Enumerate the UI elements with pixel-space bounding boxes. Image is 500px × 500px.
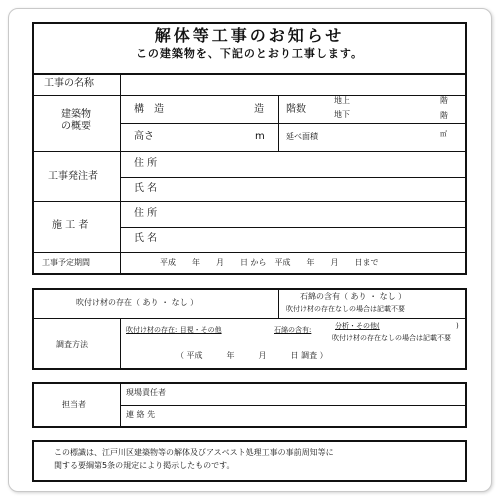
person-in-charge-label: 担当者 [62,400,86,409]
rule [120,73,121,275]
client-name-label: 氏 名 [134,183,158,194]
asbestos-content: 石綿の含有（ あり ・ なし ） [300,292,407,301]
area-unit: ㎡ [440,130,447,138]
floor-unit-below: 階 [440,111,448,120]
contractor-name-label: 氏 名 [134,233,158,244]
sprayed-presence: 吹付け材の存在（ あり ・ なし ） [76,298,199,307]
height-label: 高さ [134,131,154,142]
period-label: 工事予定期間 [42,258,90,267]
asbestos-method-value: 分析・その他( [335,322,380,330]
floors-label: 階数 [286,104,306,115]
rule [32,252,467,253]
survey-date: （ 平成 年 月 日 調査 ） [176,351,328,360]
rule [120,382,121,428]
method-note: 吹付け材の存在なしの場合は記載不要 [332,334,451,342]
footer-line-1: この標識は、江戸川区建築物等の解体及びアスベスト処理工事の事前周知等に [54,448,334,457]
rule [120,177,467,178]
sprayed-method: 吹付け材の存在: 目視・その他 [126,326,222,334]
rule [32,201,467,202]
notice-title: 解体等工事のお知らせ [154,26,345,45]
notice-subtitle: この建築物を、下記のとおり工事します。 [135,47,364,60]
asbestos-note: 吹付け材の存在なしの場合は記載不要 [286,305,405,313]
rule [278,288,279,318]
client-address-label: 住 所 [134,158,158,169]
rule [120,318,121,370]
rule [120,405,467,406]
structure-label: 構 造 [134,104,164,115]
asbestos-method-label: 石綿の含有: [274,326,312,334]
building-outline-label: 建築物 の概要 [61,109,91,132]
contractor-label: 施 工 者 [52,220,89,231]
site-manager-label: 現場責任者 [126,388,166,397]
contact-label: 連 絡 先 [126,410,156,419]
rule [278,95,279,151]
rule [32,318,467,319]
client-label: 工事発注者 [48,171,98,182]
structure-suffix: 造 [254,104,264,115]
rule [32,151,467,152]
rule [120,123,467,124]
survey-method-label: 調査方法 [56,340,88,349]
project-name-label: 工事の名称 [44,78,94,89]
below-ground-label: 地下 [334,110,350,119]
rule [32,73,467,75]
height-unit: m [255,131,265,142]
rule [32,95,467,96]
method-close-paren: ) [456,322,459,330]
floor-area-label: 延べ面積 [286,132,318,141]
rule [120,227,467,228]
above-ground-label: 地上 [334,96,350,105]
footer-line-2: 関する要綱第5条の規定により掲示したものです。 [54,461,235,470]
period-text: 平成 年 月 日 から 平成 年 月 日まで [160,258,379,267]
contractor-address-label: 住 所 [134,208,158,219]
floor-unit-above: 階 [440,96,448,105]
